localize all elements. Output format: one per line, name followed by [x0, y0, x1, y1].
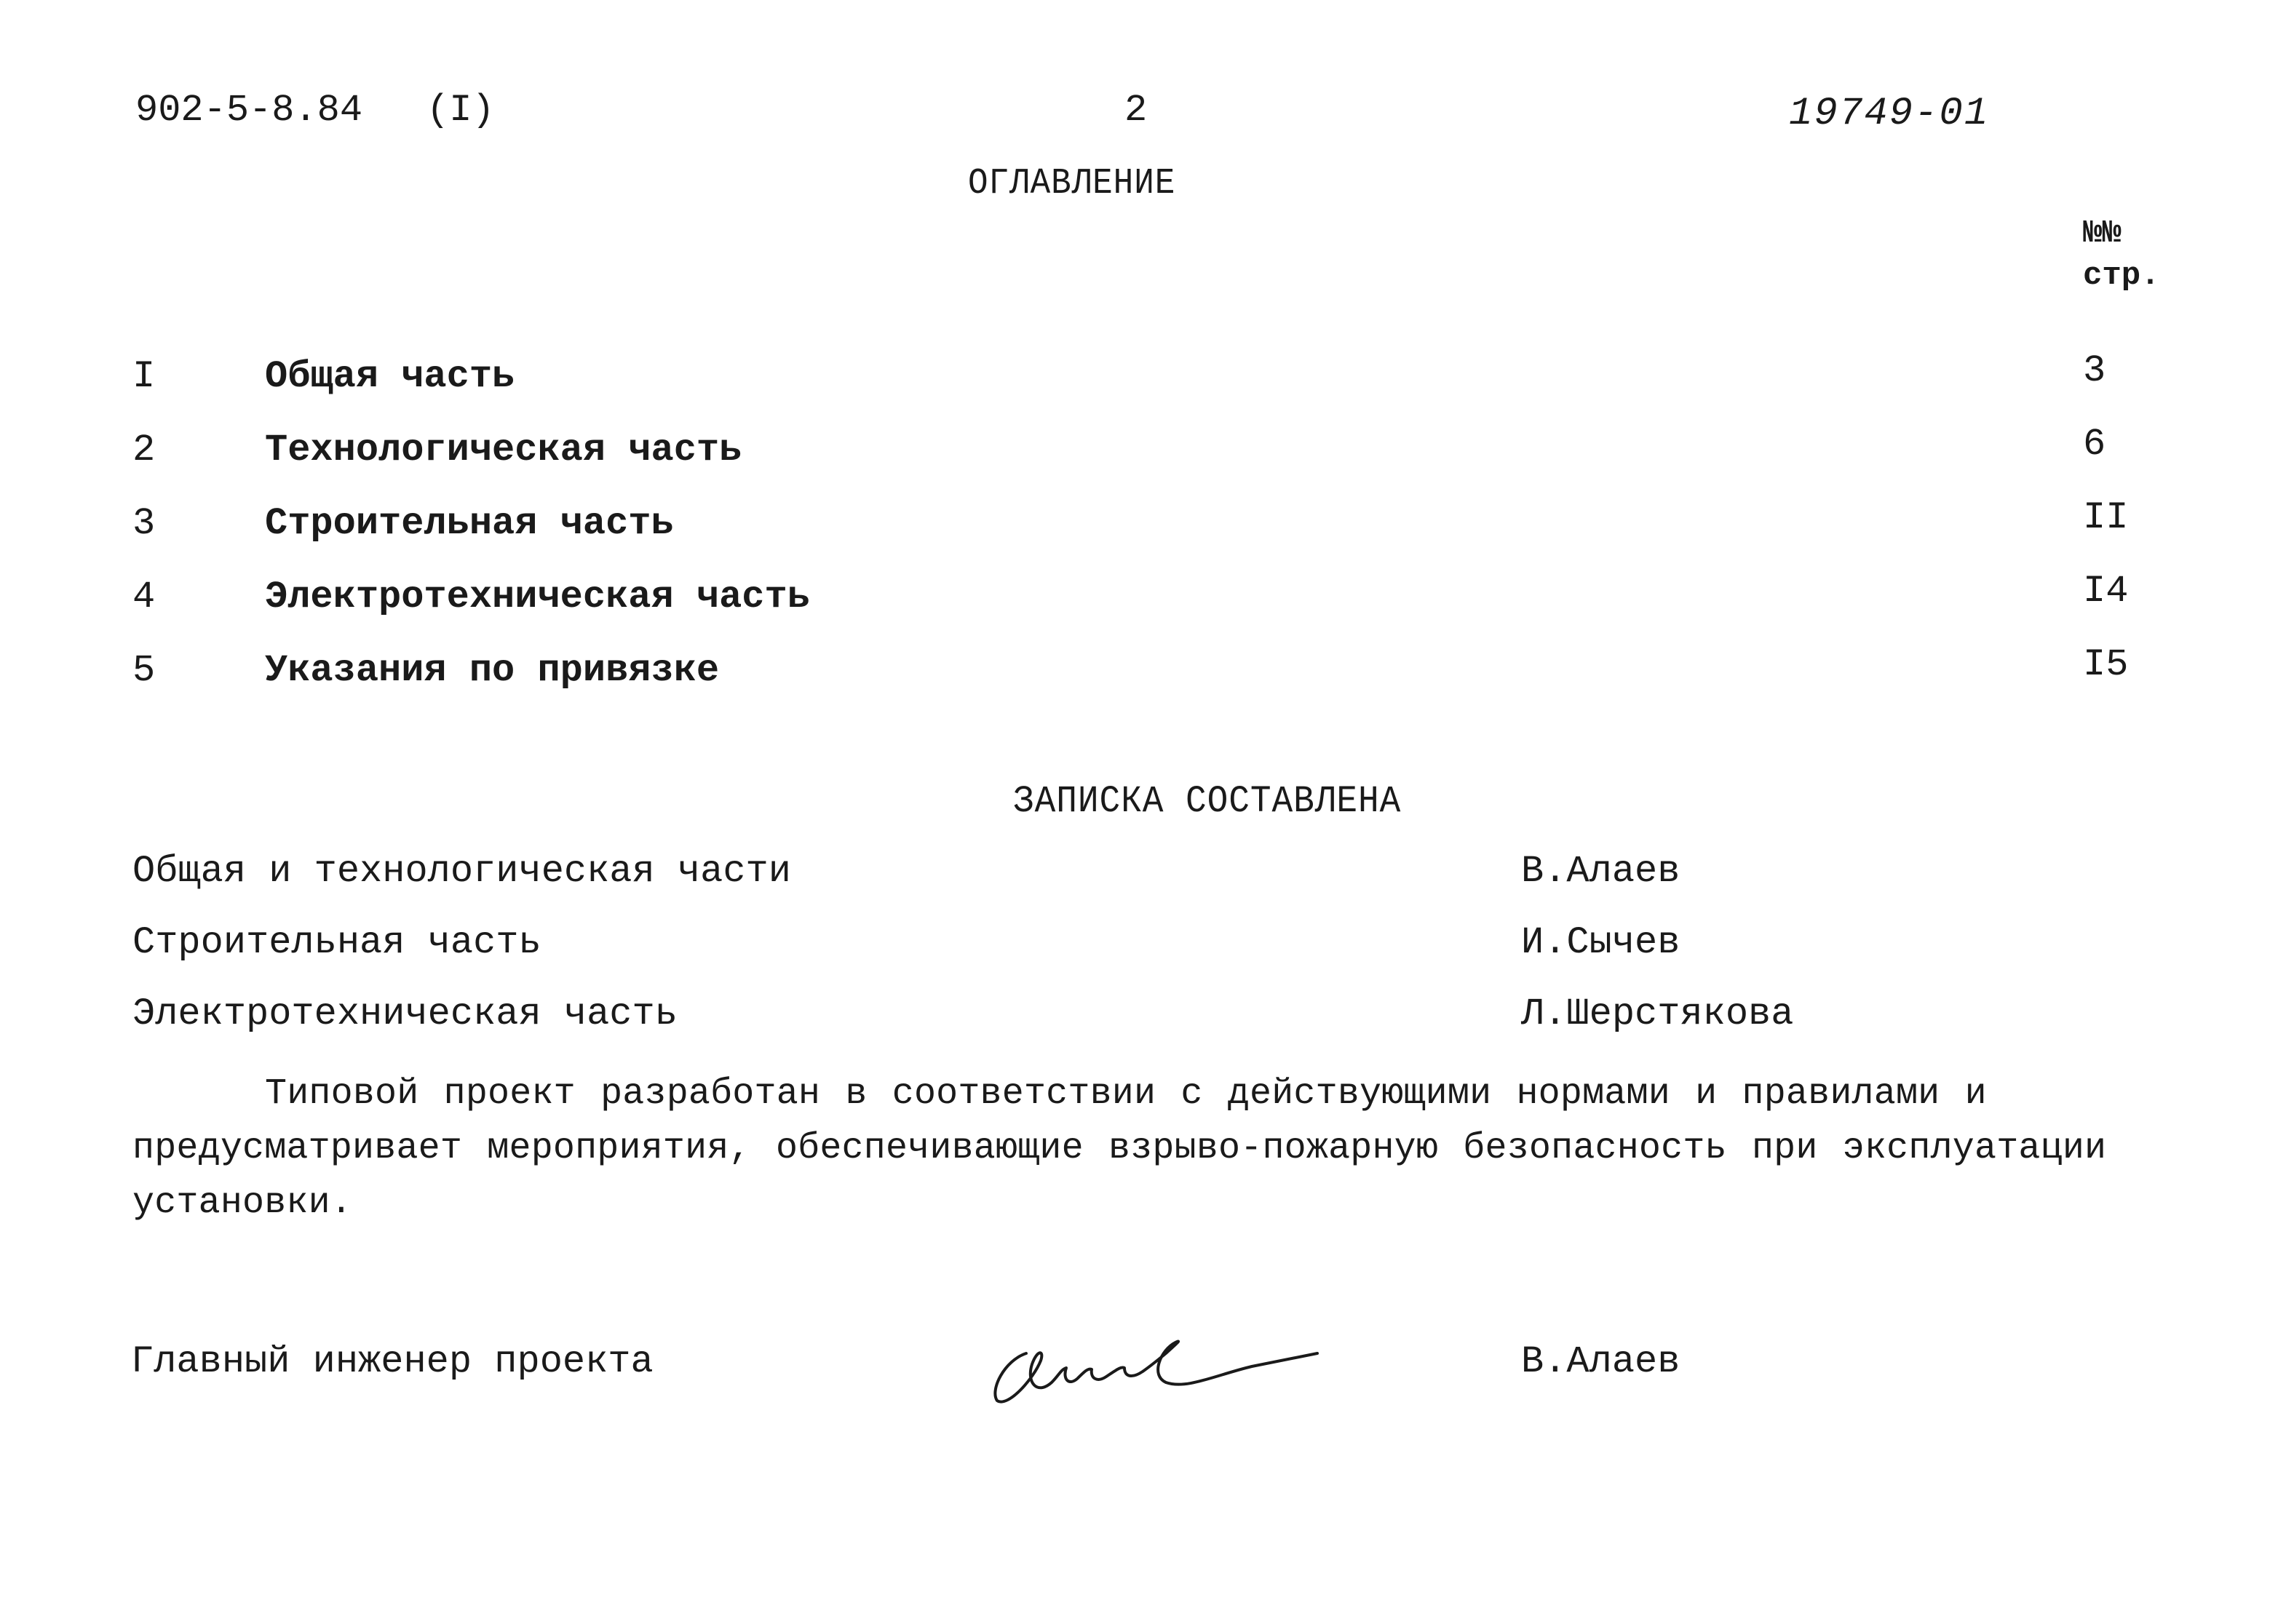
inventory-number: 19749-01 [1789, 92, 1990, 136]
toc-list [132, 349, 2170, 723]
author-name: В.Алаев [1521, 850, 1680, 893]
author-part: Электротехническая часть [132, 992, 678, 1035]
toc-item-label: Электротехническая часть [265, 576, 810, 618]
toc-item [132, 496, 2170, 576]
toc-page-column-header [2083, 212, 2160, 297]
toc-item-number: 5 [132, 649, 156, 692]
author-part: Строительная часть [132, 921, 541, 964]
document-volume: (I) [426, 89, 495, 132]
toc-item-page: I4 [2083, 570, 2129, 613]
toc-page-column-header-line2: стр. [2083, 258, 2160, 294]
author-name: И.Сычев [1521, 921, 1680, 964]
toc-item-label: Общая часть [265, 355, 515, 398]
toc-item [132, 349, 2170, 429]
author-name: Л.Шерстякова [1521, 992, 1794, 1035]
toc-item-page: 6 [2083, 423, 2106, 466]
toc-item-number: 4 [132, 576, 156, 618]
toc-item-number: I [132, 355, 156, 398]
page-number: 2 [1124, 89, 1148, 132]
toc-item [132, 643, 2170, 723]
toc-item-label: Технологическая часть [265, 429, 742, 471]
toc-item-page: 3 [2083, 349, 2106, 392]
handwritten-signature [975, 1310, 1325, 1412]
toc-item-page: II [2083, 496, 2129, 539]
compliance-paragraph: Типовой проект разработан в соответствии с действующими нормами и правилами и предусматривает мероприятия, обеспечивающие взрыво-пожарную безопасность при эксплуатации установки. [132, 1073, 2107, 1224]
toc-item [132, 570, 2170, 649]
author-row [132, 921, 2170, 992]
toc-item-number: 3 [132, 502, 156, 545]
toc-item-page: I5 [2083, 643, 2129, 686]
compiled-title: ЗАПИСКА СОСТАВЛЕНА [1013, 780, 1402, 823]
author-row [132, 850, 2170, 921]
toc-item-number: 2 [132, 429, 156, 471]
signatory-name: В.Алаев [1521, 1340, 1680, 1383]
author-row [132, 992, 2170, 1064]
author-part: Общая и технологическая части [132, 850, 791, 893]
toc-item [132, 423, 2170, 502]
authors-list [132, 850, 2170, 1064]
toc-item-label: Указания по привязке [265, 649, 720, 692]
toc-item-label: Строительная часть [265, 502, 674, 545]
signatory-role: Главный инженер проекта [131, 1340, 654, 1383]
toc-page-column-header-line1: №№ [2083, 215, 2122, 252]
toc-title: ОГЛАВЛЕНИЕ [968, 163, 1176, 204]
document-code: 902-5-8.84 [135, 89, 363, 132]
